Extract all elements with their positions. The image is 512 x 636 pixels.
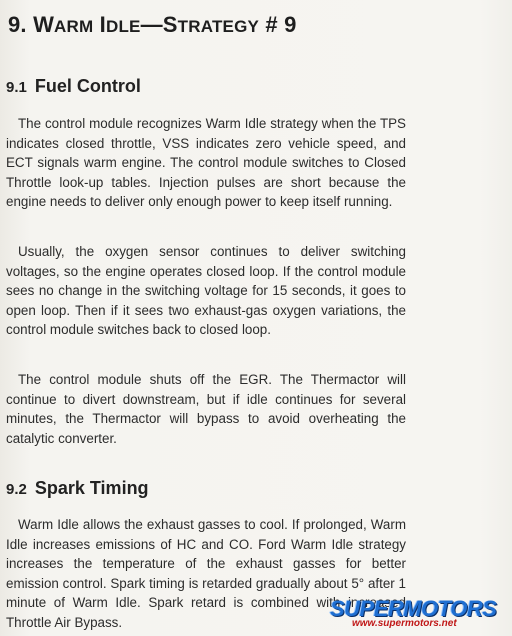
chapter-title-dash-s: —S [140, 12, 178, 37]
chapter-title-arm: ARM [54, 17, 94, 36]
section-number: 9.2 [6, 481, 27, 498]
paragraph-fuel-2 [6, 242, 406, 340]
watermark-url: www.supermotors.net [352, 618, 457, 629]
paragraph-text: The control module shuts off the EGR. The Thermactor will continue to divert downstream, but if idle continues for several minutes, the Thermactor will bypass to avoid overheating the catalytic converter. [6, 372, 406, 446]
chapter-title-w: W [33, 12, 55, 37]
watermark [330, 596, 510, 632]
chapter-title-i: I [99, 12, 106, 37]
chapter-title-dle: DLE [105, 17, 141, 36]
section-heading-fuel-control [6, 76, 141, 97]
paragraph-fuel-1 [6, 114, 406, 212]
chapter-number: 9. [8, 12, 27, 37]
section-number: 9.1 [6, 79, 27, 96]
chapter-title-tail: # 9 [265, 12, 297, 37]
paragraph-text: The control module recognizes Warm Idle strategy when the TPS indicates closed throttle, VSS indicates zero vehicle speed, and ECT signals warm engine. The control module switches to Closed Throttle look-up tables. Injection pulses are short because the engine needs to deliver only enough power to keep itself running. [6, 116, 406, 210]
paragraph-text: Usually, the oxygen sensor continues to deliver switching voltages, so the engine operates closed loop. If the control module sees no change in the switching voltage for 15 seconds, it goes to open loop. Then if it sees two exhaust-gas oxygen variations, the control module switches back to closed loop. [6, 244, 406, 338]
section-title: Spark Timing [34, 478, 149, 498]
section-title: Fuel Control [34, 76, 141, 96]
paragraph-fuel-3 [6, 370, 406, 448]
chapter-title [8, 12, 297, 38]
watermark-logo: SUPERMOTORS [330, 596, 497, 621]
paragraph-text: Warm Idle allows the exhaust gasses to cool. If prolonged, Warm Idle increases emissions of HC and CO. Ford Warm Idle strategy increases the temperature of the exhaust gasses for better emission control. Spark timing is retarded gradually about 5° after 1 minute of Warm Idle. Spark retard is combined with increased Throttle Air Bypass. [6, 517, 406, 630]
section-heading-spark-timing [6, 478, 149, 499]
chapter-title-trategy: TRATEGY [177, 17, 260, 36]
